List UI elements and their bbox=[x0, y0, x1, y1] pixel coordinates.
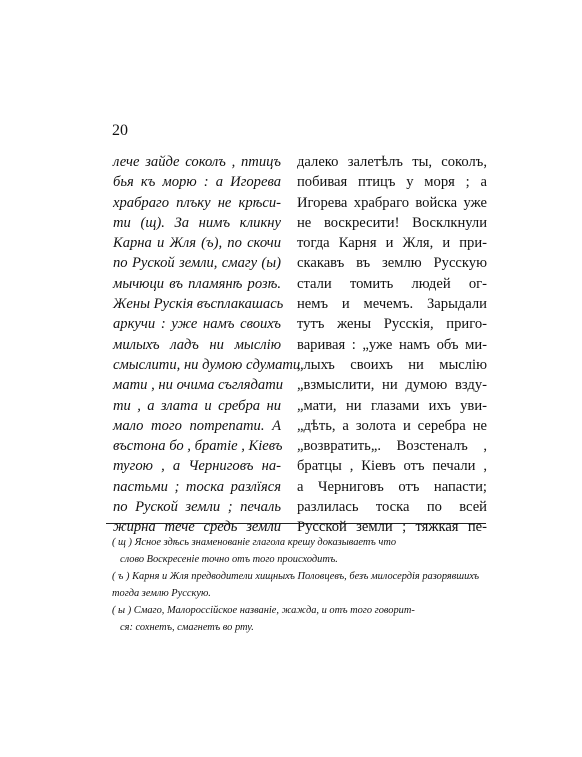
right-column-line: а Черниговъ отъ напасти; bbox=[297, 478, 487, 495]
right-column-line: немъ и мечемъ. Зарыдали bbox=[297, 296, 487, 313]
footnote-text: Карня и Жля предводители хищныхъ Половцевъ, безъ милосердія разорявшихъ тогда землю Русскую. bbox=[112, 571, 480, 599]
left-column-line: милыхъ ладъ ни мыслію bbox=[113, 336, 281, 353]
right-column-line: далеко залетѣлъ ты, соколъ, bbox=[297, 154, 487, 170]
footnote-mark: ( щ ) bbox=[112, 537, 132, 548]
left-column-line: смыслити, ни думою сдумати bbox=[113, 356, 301, 373]
footnote-divider bbox=[106, 523, 486, 524]
left-column-line: жирна тече средь земли bbox=[113, 519, 281, 536]
footnote-text-continuation: ся: сохнетъ, смагнетъ во рту. bbox=[120, 622, 254, 633]
right-column-line: разлилась тоска по всей bbox=[297, 499, 487, 516]
left-column-line: мати , ни очима съглядати bbox=[113, 377, 284, 394]
left-column-line: лече зайде соколъ , птицъ bbox=[113, 154, 281, 170]
left-column-line: пастьми ; тоска разлїяся bbox=[113, 478, 281, 495]
page-number: 20 bbox=[112, 122, 128, 139]
left-column-line: храбраго плъку не крѣси- bbox=[113, 194, 281, 211]
footnote bbox=[112, 602, 492, 636]
footnote-mark: ( ъ ) bbox=[112, 571, 130, 582]
right-column-line: тогда Карня и Жля, и при- bbox=[297, 235, 487, 252]
left-column-line: бья къ морю : а Игорева bbox=[113, 174, 281, 191]
footnote-mark: ( ы ) bbox=[112, 605, 132, 616]
right-column-translation bbox=[297, 152, 487, 538]
left-column-old-text bbox=[113, 152, 301, 538]
right-column-line: Игорева храбраго войска уже bbox=[297, 194, 487, 211]
left-column-line: ти , а злата и сребра ни bbox=[113, 397, 281, 414]
right-column-line: „лыхъ своихъ ни мыслію bbox=[297, 356, 487, 373]
right-column-line: не воскресити! Восклкнули bbox=[297, 214, 487, 231]
footnote bbox=[112, 534, 492, 568]
right-column-line: братцы , Кіевъ отъ печали , bbox=[297, 458, 487, 475]
left-column-line: ти (щ). За нимъ кликну bbox=[113, 214, 281, 231]
left-column-line: тугою , а Черниговъ на- bbox=[113, 458, 281, 475]
right-column-line: Русской земли ; тяжкая пе- bbox=[297, 519, 487, 536]
footnote-text: Ясное здѣсь знаменованіе глагола крешу доказываетъ что bbox=[134, 537, 397, 548]
right-column-line: стали томить людей ог- bbox=[297, 275, 487, 292]
left-column-line: аркучи : уже намъ своихъ bbox=[113, 316, 281, 333]
right-column-line: тутъ жены Русскія, приго- bbox=[297, 316, 487, 333]
left-column-line: по Руской земли ; печаль bbox=[113, 499, 281, 516]
footnotes bbox=[112, 534, 492, 636]
left-column-line: мало того потрепати. А bbox=[113, 417, 281, 434]
right-column-line: „возвратить„. Возстеналъ , bbox=[297, 438, 487, 455]
footnote-text: Смаго, Малороссійское названіе, жажда, и отъ того говорит- bbox=[133, 605, 415, 616]
footnote-text-continuation: слово Воскресеніе точно отъ того происходитъ. bbox=[120, 554, 338, 565]
footnote bbox=[112, 568, 492, 602]
right-column-line: скакавъ въ землю Русскую bbox=[297, 255, 487, 272]
right-column-line: варивая : „уже намъ объ ми- bbox=[297, 336, 487, 353]
left-column-line: по Руской земли, смагу (ы) bbox=[113, 255, 281, 272]
left-column-line: въстона бо , братіе , Кіевъ bbox=[113, 438, 283, 455]
right-column-line: побивая птицъ у моря ; а bbox=[297, 174, 487, 191]
left-column-line: мычюци въ пламянѣ розѣ. bbox=[113, 275, 281, 292]
right-column-line: „взмыслити, ни думою взду- bbox=[297, 377, 487, 394]
right-column-line: „дѣть, а золота и серебра не bbox=[297, 417, 487, 434]
left-column-line: Карна и Жля (ъ), по скочи bbox=[113, 235, 281, 252]
right-column-line: „мати, ни глазами ихъ уви- bbox=[297, 397, 487, 414]
left-column-line: Жены Рускія въсплакашась bbox=[113, 296, 284, 313]
